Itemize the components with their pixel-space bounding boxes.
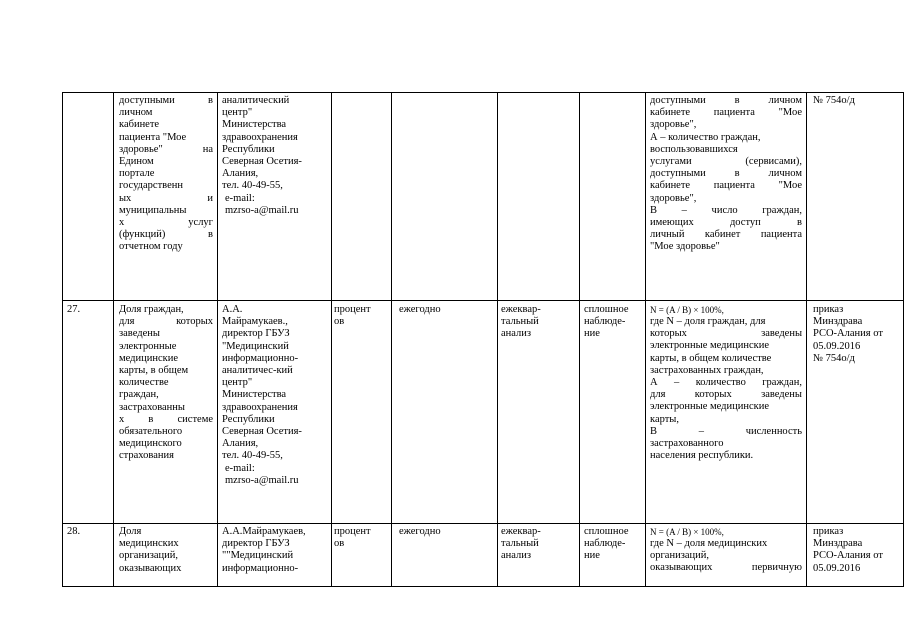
word: услуг bbox=[188, 217, 213, 229]
word: которых bbox=[176, 316, 213, 328]
word: пациента bbox=[760, 229, 802, 241]
row-28-basis: приказ Минздрава РСО-Алания от 05.09.2016 bbox=[813, 526, 883, 574]
word: для bbox=[119, 316, 135, 328]
word: в bbox=[148, 413, 154, 425]
column-divider bbox=[645, 93, 646, 586]
column-divider bbox=[806, 93, 807, 586]
word: в bbox=[208, 229, 213, 241]
row-27-method: сплошное наблюде- ние bbox=[584, 304, 629, 340]
word: доступными bbox=[650, 95, 706, 106]
row-28-unit: процент ов bbox=[334, 526, 371, 550]
row-27-unit: процент ов bbox=[334, 304, 371, 328]
word: (сервисами), bbox=[745, 156, 802, 168]
word: численность bbox=[745, 425, 802, 437]
formula-text: N = (A / B) × 100%, bbox=[650, 305, 724, 315]
word: кабинете bbox=[650, 180, 691, 192]
row-1-basis: № 754о/д bbox=[813, 95, 855, 106]
word: личном bbox=[768, 95, 802, 106]
word: заведены bbox=[761, 328, 802, 340]
word: системе bbox=[177, 413, 213, 425]
row-28-number: 28. bbox=[67, 526, 81, 537]
formula-text: N = (A / B) × 100%, bbox=[650, 527, 724, 537]
row-1-indicator: доступными в личном кабинете пациента "Мое здоровье" на Едином портале государственн ых и муниципальны х услуг (функций) в отчетном году bbox=[119, 95, 213, 253]
row-27-basis: приказ Минздрава РСО-Алания от 05.09.2016 № 754о/д bbox=[813, 304, 883, 364]
row-divider bbox=[63, 523, 903, 524]
word: – bbox=[674, 377, 680, 389]
word: пациента bbox=[713, 107, 755, 119]
word: – bbox=[698, 425, 704, 437]
word: доступными bbox=[650, 168, 706, 180]
column-divider bbox=[331, 93, 332, 586]
word: здоровье" bbox=[119, 143, 163, 155]
row-27-formula-description: N = (A / B) × 100%, где N – доля граждан, для которых заведены электронные медицинские карты, в общем количестве застрахованных граждан, А – количество граждан, для которых заведены электронные медицинские карты, В – численность застрахованного населения республики. bbox=[650, 305, 802, 462]
word: в bbox=[208, 95, 213, 106]
word: для bbox=[650, 389, 666, 401]
word: граждан, bbox=[762, 377, 802, 389]
word: пациента bbox=[713, 180, 755, 192]
word: заведены bbox=[761, 389, 802, 401]
indicators-table bbox=[62, 92, 904, 587]
word: х bbox=[119, 413, 125, 425]
word: в bbox=[797, 217, 802, 229]
word: – bbox=[681, 204, 687, 216]
word: личном bbox=[768, 168, 802, 180]
word: количество bbox=[695, 377, 746, 389]
word: личный bbox=[650, 229, 685, 241]
row-27-period: ежегодно bbox=[399, 304, 441, 315]
column-divider bbox=[497, 93, 498, 586]
word: на bbox=[202, 143, 213, 155]
word: кабинет bbox=[704, 229, 741, 241]
row-28-period: ежегодно bbox=[399, 526, 441, 537]
word: (функций) bbox=[119, 229, 166, 241]
word: оказывающих bbox=[650, 562, 713, 574]
word: в bbox=[734, 168, 740, 180]
word: доступными bbox=[119, 95, 175, 106]
row-28-responsible: А.А.Майрамукаев, директор ГБУЗ ""Медицинский информационно- bbox=[222, 526, 306, 574]
column-divider bbox=[579, 93, 580, 586]
column-divider bbox=[217, 93, 218, 586]
word: кабинете bbox=[650, 107, 691, 119]
word: услугами bbox=[650, 156, 692, 168]
column-divider bbox=[391, 93, 392, 586]
row-28-method: сплошное наблюде- ние bbox=[584, 526, 629, 562]
word: в bbox=[734, 95, 740, 106]
row-28-formula-description: N = (A / B) × 100%, где N – доля медицинских организаций, оказывающих первичную bbox=[650, 527, 802, 574]
word: число bbox=[711, 204, 738, 216]
column-divider bbox=[113, 93, 114, 586]
row-27-frequency: ежеквар- тальный анализ bbox=[501, 304, 541, 340]
row-27-number: 27. bbox=[67, 304, 81, 315]
word: которых bbox=[694, 389, 732, 401]
row-28-indicator: Доля медицинских организаций, оказывающих bbox=[119, 526, 182, 574]
word: граждан, bbox=[762, 204, 802, 216]
word: которых bbox=[650, 328, 687, 340]
word: имеющих bbox=[650, 217, 694, 229]
word: х bbox=[119, 217, 125, 229]
word: ых bbox=[119, 192, 132, 204]
row-27-indicator: Доля граждан, для которых заведены электронные медицинские карты, в общем количестве граждан, застрахованны х в системе обязательного медицинского страхования bbox=[119, 304, 213, 462]
row-1-description: доступными в личном кабинете пациента "Мое здоровье", А – количество граждан, воспользовавшихся услугами (сервисами), доступными в личном кабинете пациента "Мое здоровье", В – число граждан, имеющих доступ в личный кабинет пациента "Мое здоровье" bbox=[650, 95, 802, 253]
word: и bbox=[207, 192, 213, 204]
word: "Мое bbox=[778, 107, 802, 119]
word: А bbox=[650, 377, 658, 389]
word: "Мое bbox=[778, 180, 802, 192]
row-1-responsible: аналитический центр" Министерства здравоохранения Республики Северная Осетия- Алания, тел. 40-49-55, e-mail: mzrso-a@mail.ru bbox=[222, 95, 302, 216]
row-27-responsible: А.А. Майрамукаев., директор ГБУЗ "Медицинский информационно- аналитичес-кий центр" Министерства здравоохранения Республики Северная Осетия- Алания, тел. 40-49-55, e-mail: mzrso-a@mail.ru bbox=[222, 304, 302, 486]
word: В bbox=[650, 204, 658, 216]
row-divider bbox=[63, 300, 903, 301]
word: первичную bbox=[751, 562, 802, 574]
word: доступ bbox=[729, 217, 761, 229]
word: В bbox=[650, 425, 658, 437]
row-28-frequency: ежеквар- тальный анализ bbox=[501, 526, 541, 562]
